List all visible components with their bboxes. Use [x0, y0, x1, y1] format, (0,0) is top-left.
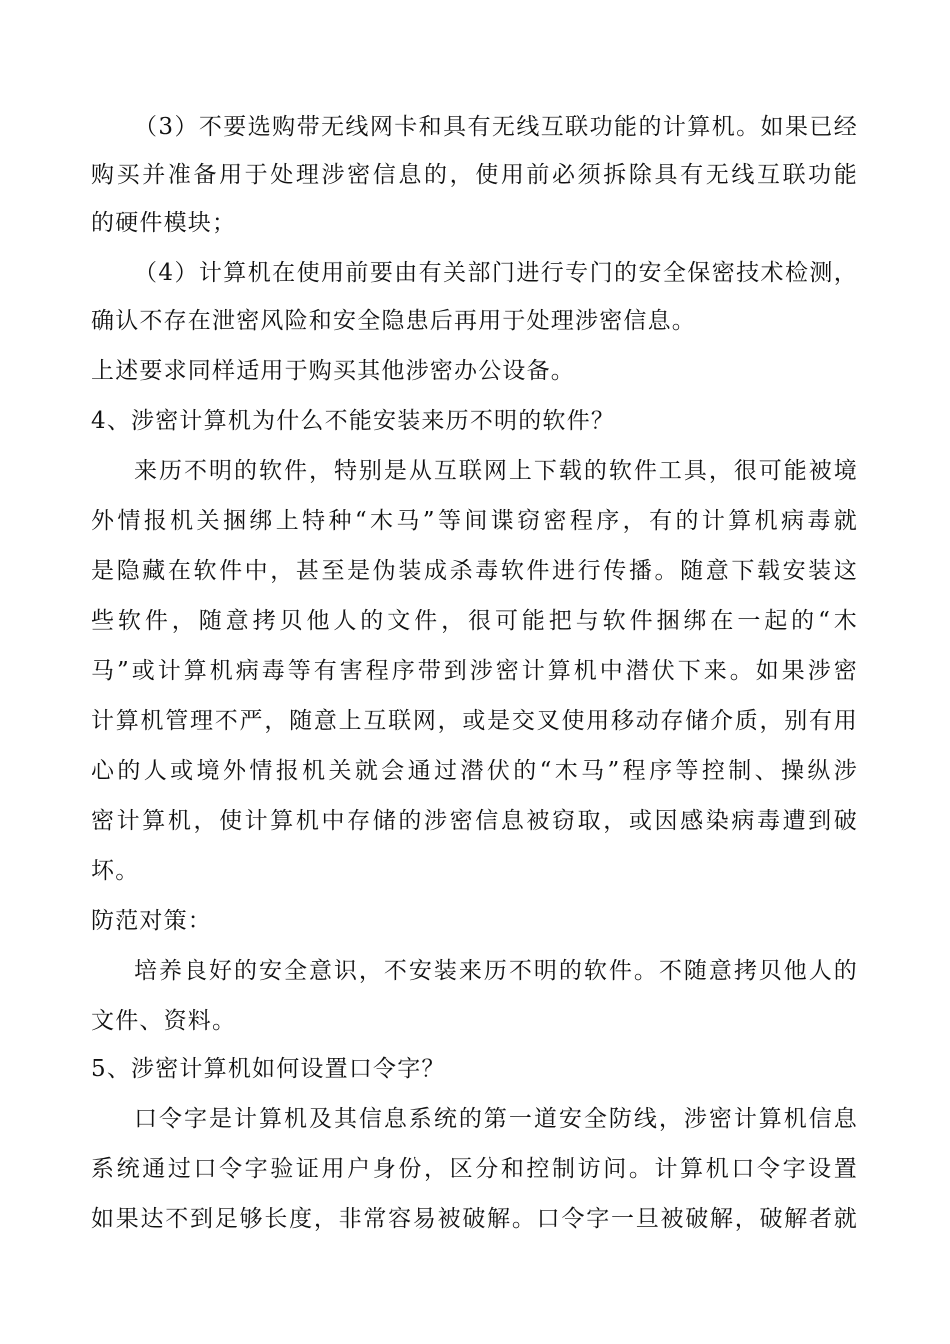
- text-line: 坏。: [91, 858, 140, 884]
- text-line: 购买并准备用于处理涉密信息的，使用前必须拆除具有无线互联功能: [91, 162, 858, 188]
- section-heading: 4、涉密计算机为什么不能安装来历不明的软件？: [91, 408, 616, 434]
- text-line: （3）不要选购带无线网卡和具有无线互联功能的计算机。如果已经: [134, 114, 858, 140]
- text-line: 心的人或境外情报机关就会通过潜伏的“木马”程序等控制、操纵涉: [91, 758, 858, 784]
- subheading: 防范对策：: [91, 908, 212, 934]
- text-line: 上述要求同样适用于购买其他涉密办公设备。: [91, 358, 575, 384]
- text-line: 计算机管理不严，随意上互联网，或是交叉使用移动存储介质，别有用: [91, 708, 858, 734]
- text-line: 是隐藏在软件中，甚至是伪装成杀毒软件进行传播。随意下载安装这: [91, 558, 858, 584]
- text-line: 些软件，随意拷贝他人的文件，很可能把与软件捆绑在一起的“木: [91, 608, 858, 634]
- text-line: 的硬件模块；: [91, 210, 237, 236]
- text-line: 密计算机，使计算机中存储的涉密信息被窃取，或因感染病毒遭到破: [91, 808, 858, 834]
- text-line: 如果达不到足够长度，非常容易被破解。口令字一旦被破解，破解者就: [91, 1206, 858, 1232]
- text-line: 外情报机关捆绑上特种“木马”等间谍窃密程序，有的计算机病毒就: [91, 508, 858, 534]
- section-heading: 5、涉密计算机如何设置口令字？: [91, 1056, 446, 1082]
- text-line: 口令字是计算机及其信息系统的第一道安全防线，涉密计算机信息: [134, 1106, 858, 1132]
- text-line: 来历不明的软件，特别是从互联网上下载的软件工具，很可能被境: [134, 458, 858, 484]
- text-line: 系统通过口令字验证用户身份，区分和控制访问。计算机口令字设置: [91, 1156, 858, 1182]
- text-line: （4）计算机在使用前要由有关部门进行专门的安全保密技术检测，: [134, 260, 858, 286]
- text-line: 培养良好的安全意识，不安装来历不明的软件。不随意拷贝他人的: [134, 958, 858, 984]
- text-line: 文件、资料。: [91, 1008, 237, 1034]
- text-line: 马”或计算机病毒等有害程序带到涉密计算机中潜伏下来。如果涉密: [91, 658, 858, 684]
- text-line: 确认不存在泄密风险和安全隐患后再用于处理涉密信息。: [91, 308, 696, 334]
